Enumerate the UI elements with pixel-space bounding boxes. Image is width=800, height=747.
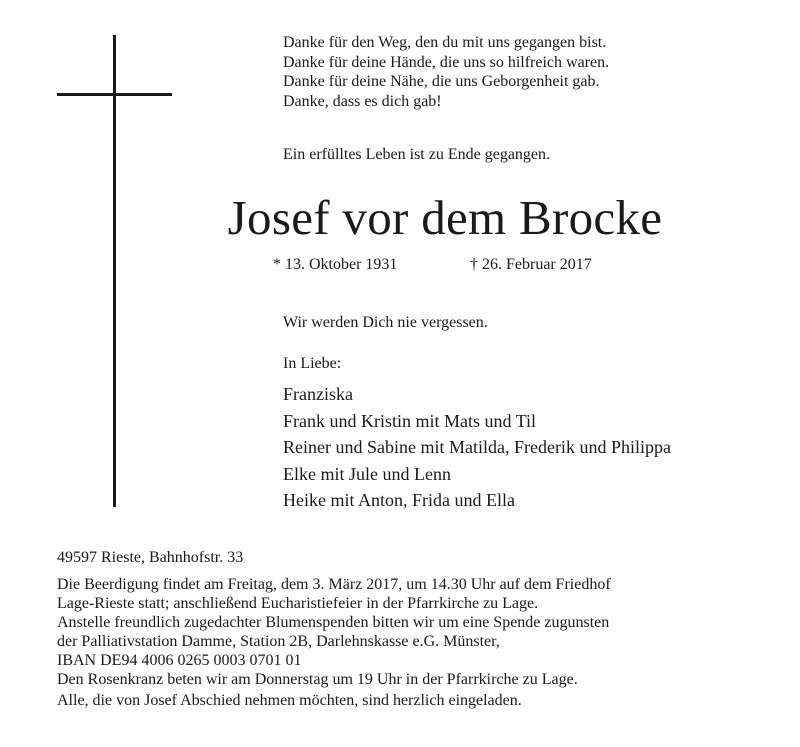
poem-line: Danke für den Weg, den du mit uns gegangen bist.: [283, 34, 607, 51]
family-list: [283, 381, 671, 514]
notice-line: Lage-Rieste statt; anschließend Eucharistiefeier in der Pfarrkirche zu Lage.: [57, 595, 539, 612]
birth-date: * 13. Oktober 1931: [273, 256, 398, 273]
poem-line: Danke, dass es dich gab!: [283, 92, 442, 110]
notice-line: Den Rosenkranz beten wir am Donnerstag um 19 Uhr in der Pfarrkirche zu Lage.: [57, 671, 578, 688]
in-love-line: In Liebe:: [283, 355, 342, 372]
funeral-details: [57, 548, 611, 710]
poem-line: Danke für deine Hände, die uns so hilfreich waren.: [283, 53, 610, 71]
address: 49597 Rieste, Bahnhofstr. 33: [57, 549, 244, 566]
notice-line: Die Beerdigung findet am Freitag, dem 3. März 2017, um 14.30 Uhr auf dem Friedhof: [57, 576, 611, 593]
family-member: Franziska: [283, 384, 353, 404]
notice-line: Anstelle freundlich zugedachter Blumenspenden bitten wir um eine Spende zugunsten: [57, 614, 610, 631]
family-member: Heike mit Anton, Frida und Ella: [283, 490, 515, 510]
never-forget-line: Wir werden Dich nie vergessen.: [283, 314, 488, 331]
notice-line: der Palliativstation Damme, Station 2B, Darlehnskasse e.G. Münster,: [57, 633, 500, 650]
poem-line: Danke für deine Nähe, die uns Geborgenheit gab.: [283, 73, 600, 90]
notice-line: Alle, die von Josef Abschied nehmen möchten, sind herzlich eingeladen.: [57, 692, 522, 709]
death-date: † 26. Februar 2017: [470, 256, 592, 273]
family-member: Elke mit Jule und Lenn: [283, 463, 451, 484]
deceased-name: Josef vor dem Brocke: [227, 190, 663, 245]
cross-icon: [113, 35, 116, 507]
life-line: Ein erfülltes Leben ist zu Ende gegangen.: [283, 146, 551, 163]
family-member: Frank und Kristin mit Mats und Til: [283, 410, 537, 431]
poem: [283, 33, 609, 111]
notice-line: IBAN DE94 4006 0265 0003 0701 01: [57, 652, 302, 669]
family-member: Reiner und Sabine mit Matilda, Frederik und Philippa: [283, 437, 671, 457]
cross-icon-crossbar: [57, 93, 172, 96]
